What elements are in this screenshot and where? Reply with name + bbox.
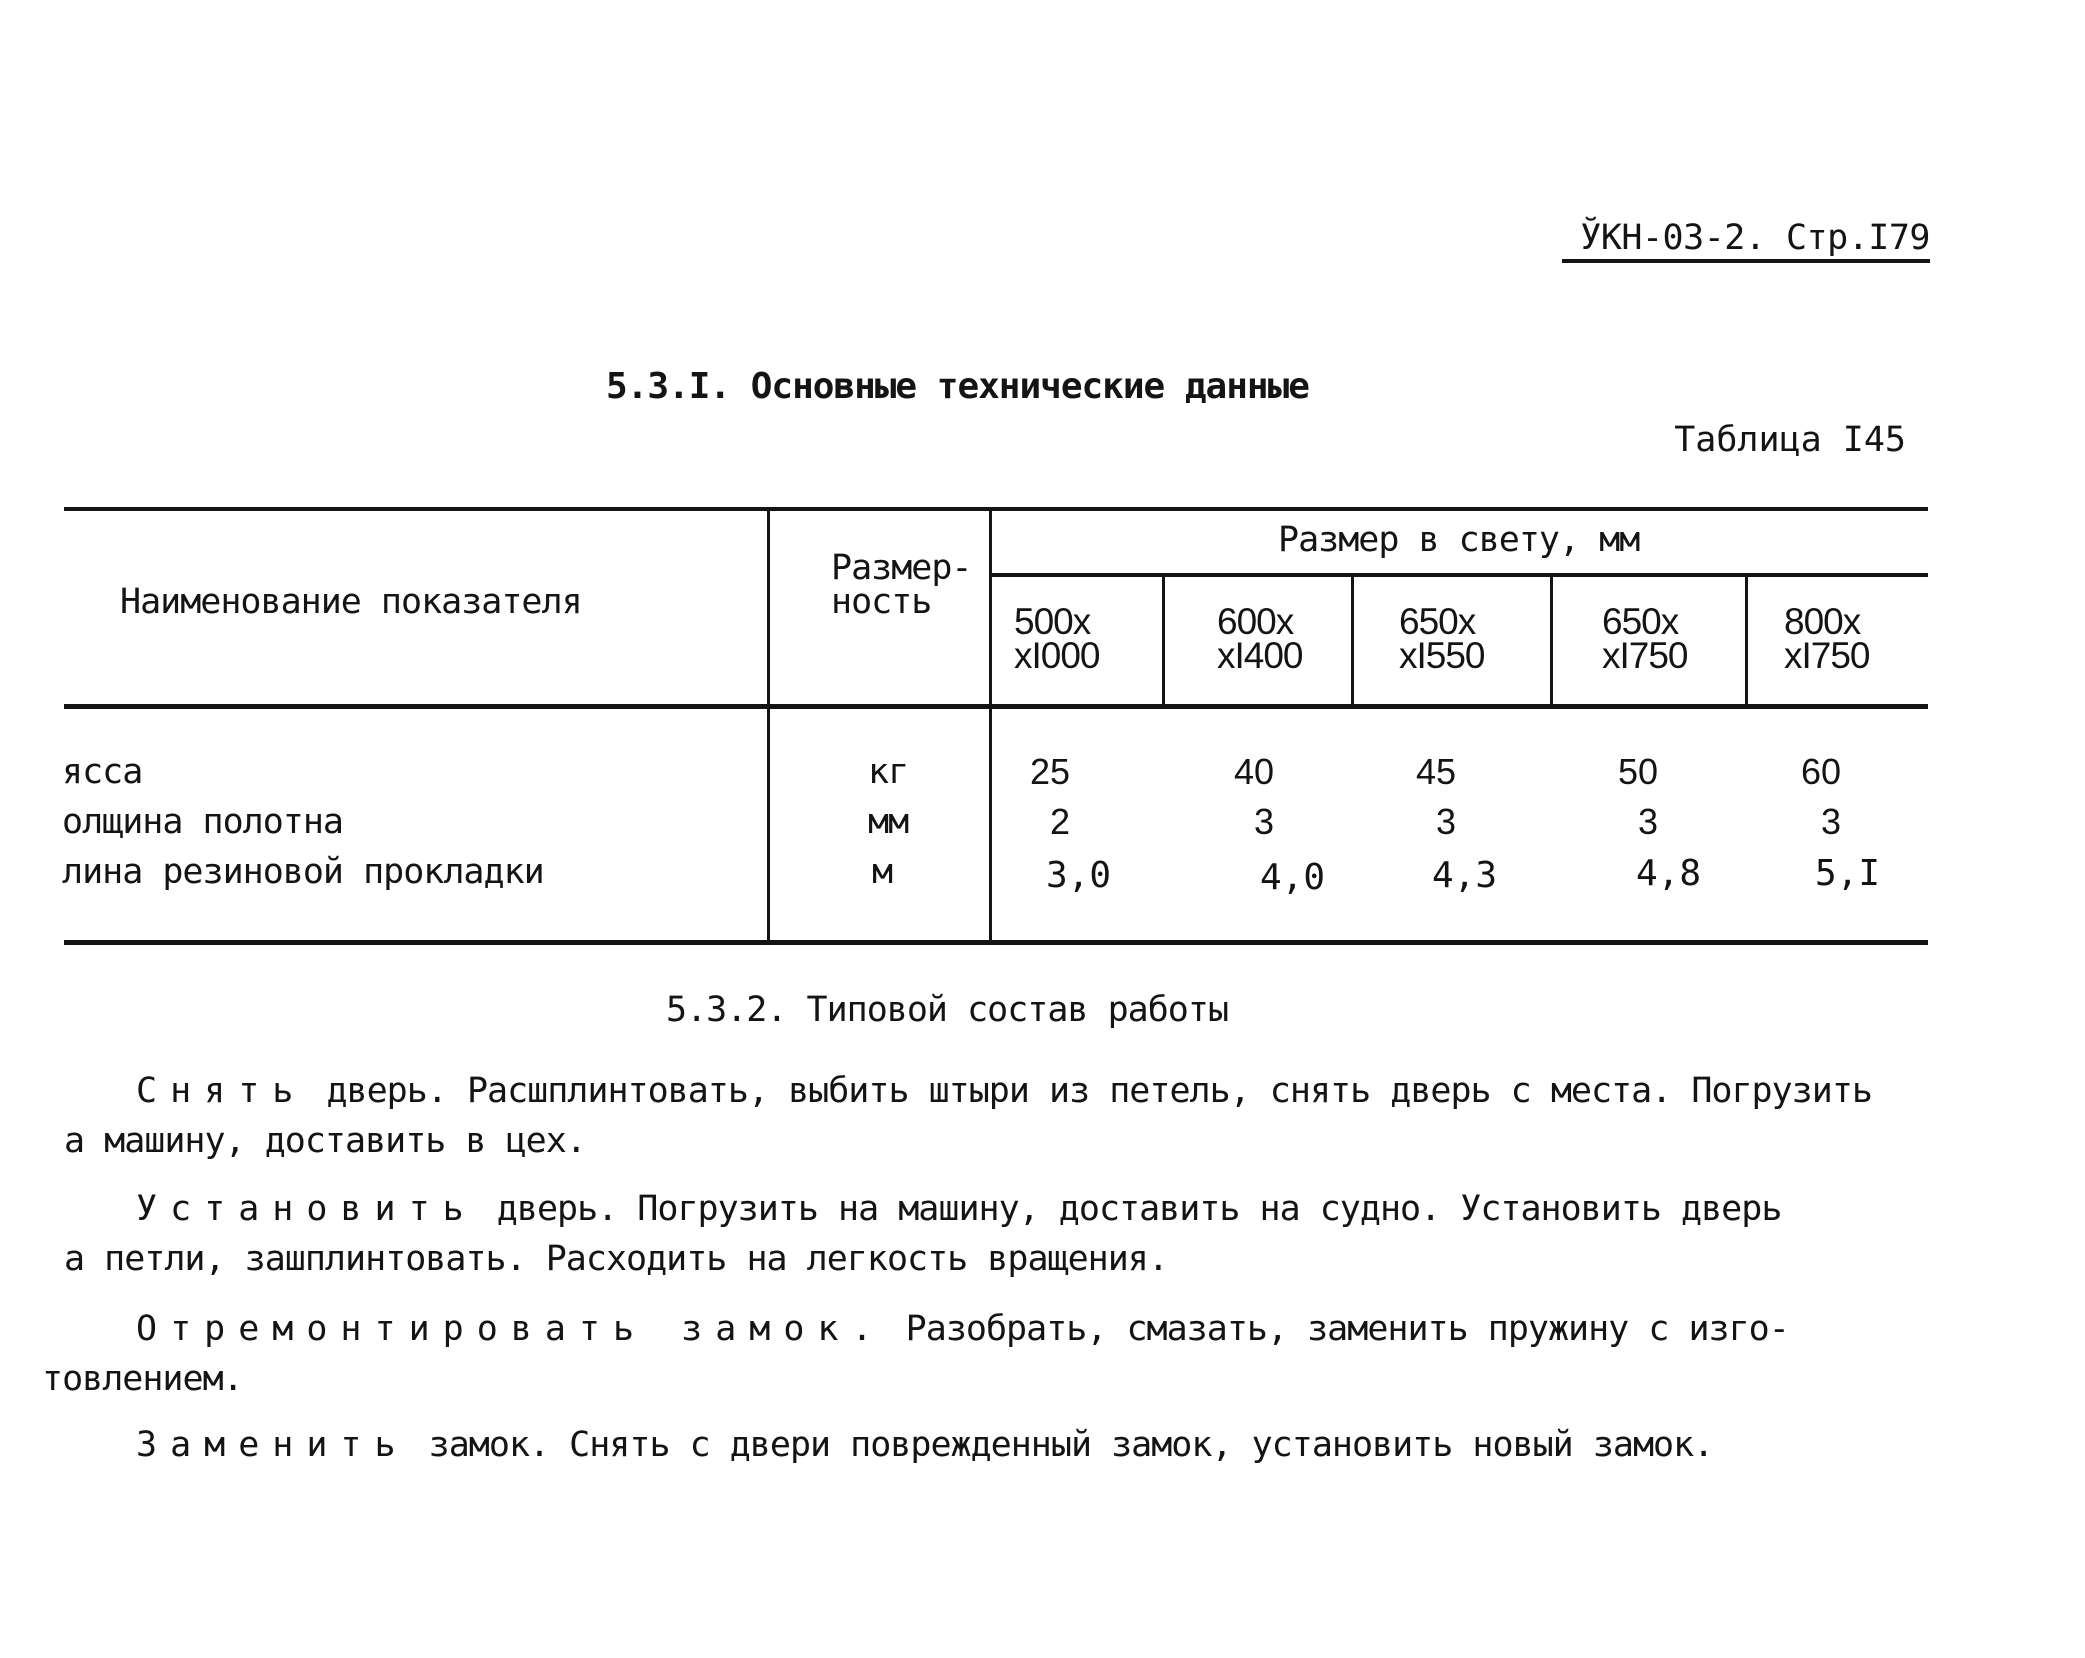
header-size-group: Размер в свету, мм bbox=[1278, 520, 1640, 560]
table-bottom-rule bbox=[64, 940, 1928, 945]
table-size-group-rule bbox=[991, 573, 1928, 577]
document-code: ЎКН-03-2. Стр.I79 bbox=[1580, 218, 1930, 258]
row-value: 4,3 bbox=[1432, 855, 1498, 896]
section-title-technical-data: 5.3.I. Основные технические данные bbox=[606, 366, 1309, 407]
table-size-divider-4 bbox=[1745, 575, 1748, 706]
header-unit-line1: Размер- bbox=[831, 548, 972, 588]
table-size-divider-2 bbox=[1351, 575, 1354, 706]
paragraph-remove-door bbox=[136, 1066, 1872, 1116]
table-label: Таблица I45 bbox=[1674, 420, 1906, 460]
paragraph-lead: Отремонтировать замок. bbox=[136, 1309, 886, 1349]
table-size-divider-1 bbox=[1162, 575, 1165, 706]
row-value: 4,8 bbox=[1636, 853, 1702, 894]
row-value: 5,I bbox=[1815, 853, 1881, 894]
row-name: лина резиновой прокладки bbox=[62, 852, 544, 892]
row-value: 3 bbox=[1821, 801, 1842, 842]
paragraph-text: Разобрать, смазать, заменить пружину с изго- bbox=[905, 1309, 1789, 1349]
paragraph-install-door-line2: а петли, зашплинтовать. Расходить на легкость вращения. bbox=[64, 1239, 1168, 1279]
table-header-bottom-rule bbox=[64, 704, 1928, 709]
paragraph-text: дверь. Погрузить на машину, доставить на судно. Установить дверь bbox=[496, 1189, 1782, 1229]
row-value: 3,0 bbox=[1046, 855, 1112, 896]
paragraph-lead: Установить bbox=[136, 1189, 477, 1229]
paragraph-text: дверь. Расшплинтовать, выбить штыри из петель, снять дверь с места. Погрузить bbox=[326, 1071, 1872, 1111]
header-indicator-name: Наименование показателя bbox=[120, 582, 582, 622]
paragraph-lead: Заменить bbox=[136, 1425, 409, 1465]
row-value: 25 bbox=[1030, 751, 1071, 792]
table-unit-col-divider bbox=[767, 507, 770, 942]
row-value: 2 bbox=[1050, 801, 1071, 842]
paragraph-lead: Снять bbox=[136, 1071, 307, 1111]
table-size-col-divider bbox=[989, 507, 992, 942]
document-code-underline bbox=[1562, 259, 1930, 263]
row-value: 60 bbox=[1801, 751, 1842, 792]
row-value: 40 bbox=[1234, 751, 1275, 792]
row-name: ясса bbox=[62, 752, 143, 792]
row-value: 4,0 bbox=[1260, 857, 1326, 898]
row-value: 3 bbox=[1436, 801, 1457, 842]
paragraph-repair-lock bbox=[136, 1304, 1789, 1354]
row-unit: мм bbox=[868, 802, 909, 842]
row-value: 45 bbox=[1416, 751, 1457, 792]
paragraph-install-door bbox=[136, 1184, 1781, 1234]
paragraph-text: замок. Снять с двери поврежденный замок, установить новый замок. bbox=[428, 1425, 1714, 1465]
row-unit: м bbox=[872, 852, 893, 892]
section-title-work-composition: 5.3.2. Типовой состав работы bbox=[666, 990, 1229, 1030]
row-unit: кг bbox=[868, 752, 909, 792]
header-unit-line2: ность bbox=[831, 582, 932, 622]
paragraph-remove-door-line2: а машину, доставить в цех. bbox=[64, 1121, 586, 1161]
paragraph-replace-lock bbox=[136, 1420, 1713, 1470]
paragraph-repair-lock-line2: товлением. bbox=[42, 1359, 243, 1399]
row-value: 3 bbox=[1638, 801, 1659, 842]
table-size-divider-3 bbox=[1550, 575, 1553, 706]
row-name: олщина полотна bbox=[62, 802, 344, 842]
row-value: 3 bbox=[1254, 801, 1275, 842]
row-value: 50 bbox=[1618, 751, 1659, 792]
table-top-rule bbox=[64, 507, 1928, 511]
